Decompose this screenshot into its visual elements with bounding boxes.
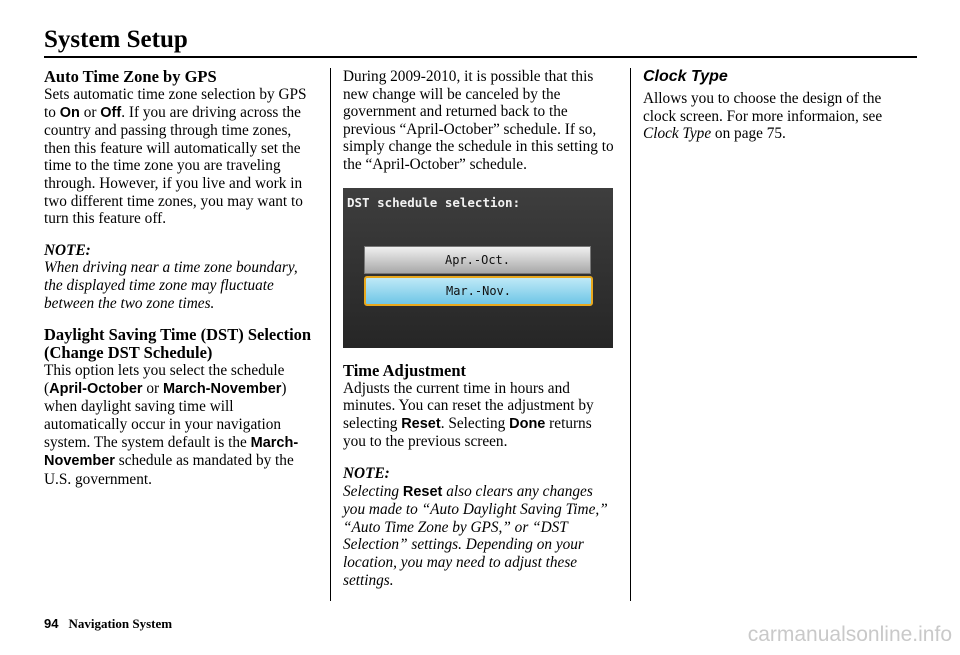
- text-run: Allows you to choose the design of the clock screen. For more informaion, see: [643, 90, 883, 125]
- note-text: When driving near a time zone boundary, the displayed time zone may fluctuate between the two zone times.: [44, 259, 298, 312]
- footer-label: Navigation System: [68, 616, 173, 631]
- off-keyword: Off: [100, 104, 122, 121]
- column-right: [643, 68, 918, 143]
- on-keyword: On: [59, 104, 80, 121]
- time-adjustment-note: [343, 483, 618, 590]
- reset-keyword: Reset: [401, 415, 441, 432]
- text-run: Selecting: [343, 482, 403, 500]
- clock-type-heading: Clock Type: [643, 68, 728, 85]
- text-run: . Selecting: [440, 414, 510, 432]
- clock-type-reference: Clock Type: [643, 125, 712, 143]
- text-run: returns you to the previous screen.: [343, 414, 592, 451]
- screen-title: DST schedule selection:: [347, 194, 521, 210]
- dst-selection-screen: [343, 188, 613, 348]
- note-heading: NOTE:: [44, 241, 91, 259]
- text-run: . If you are driving across the country and passing through time zones, then this feature will automatically set the time to the time zone you are traveling through. However, if you live and work in two different time zones, you may want to turn this feature off.: [44, 103, 303, 228]
- page-footer: [44, 616, 172, 632]
- option-apr-oct[interactable]: Apr.-Oct.: [364, 246, 591, 274]
- dst-text: [44, 362, 314, 488]
- column-divider: [630, 68, 631, 601]
- auto-time-zone-text: [44, 86, 314, 228]
- reset-keyword: Reset: [402, 483, 443, 500]
- text-run: This option lets you select the schedule (: [44, 362, 285, 397]
- text-run: ) when daylight saving time will automatically occur in your navigation system. The system default is the: [44, 379, 287, 451]
- watermark: carmanualsonline.info: [747, 623, 952, 646]
- text-run: on page 75.: [711, 125, 786, 143]
- option-mar-nov-selected[interactable]: Mar.-Nov.: [364, 276, 593, 306]
- note-heading: NOTE:: [343, 464, 390, 482]
- column-middle: [343, 68, 618, 589]
- text-run: or: [142, 379, 163, 397]
- text-run: Adjusts the current time in hours and minutes. You can reset the adjustment by selecting: [343, 379, 594, 432]
- page-number: 94: [44, 616, 59, 631]
- march-november-keyword: March-November: [162, 380, 282, 397]
- time-adjustment-heading: Time Adjustment: [343, 360, 466, 380]
- clock-type-text: [643, 90, 918, 143]
- dst-continued-text: During 2009-2010, it is possible that this new change will be canceled by the government and returned back to the previous “April-October” schedule. If so, simply change the schedule in this setting to the “April-October” schedule.: [343, 68, 614, 173]
- done-keyword: Done: [509, 415, 546, 432]
- text-run: schedule as mandated by the U.S. government.: [44, 452, 294, 488]
- column-left: [44, 68, 314, 488]
- april-october-keyword: April-October: [49, 380, 143, 397]
- march-november-keyword: March-November: [44, 434, 299, 470]
- column-divider: [330, 68, 331, 601]
- auto-time-zone-heading: Auto Time Zone by GPS: [44, 67, 217, 86]
- time-adjustment-text: [343, 380, 618, 451]
- text-run: or: [79, 103, 101, 121]
- title-rule: [44, 56, 917, 58]
- dst-heading: Daylight Saving Time (DST) Selection (Change DST Schedule): [44, 325, 312, 363]
- text-run: also clears any changes you made to “Auto Daylight Saving Time,” “Auto Time Zone by GPS,” or “DST Selection” settings. Depending on your location, you may need to adjust these settings.: [343, 482, 608, 589]
- text-run: Sets automatic time zone selection by GPS to: [44, 86, 307, 121]
- page-title: System Setup: [44, 26, 188, 53]
